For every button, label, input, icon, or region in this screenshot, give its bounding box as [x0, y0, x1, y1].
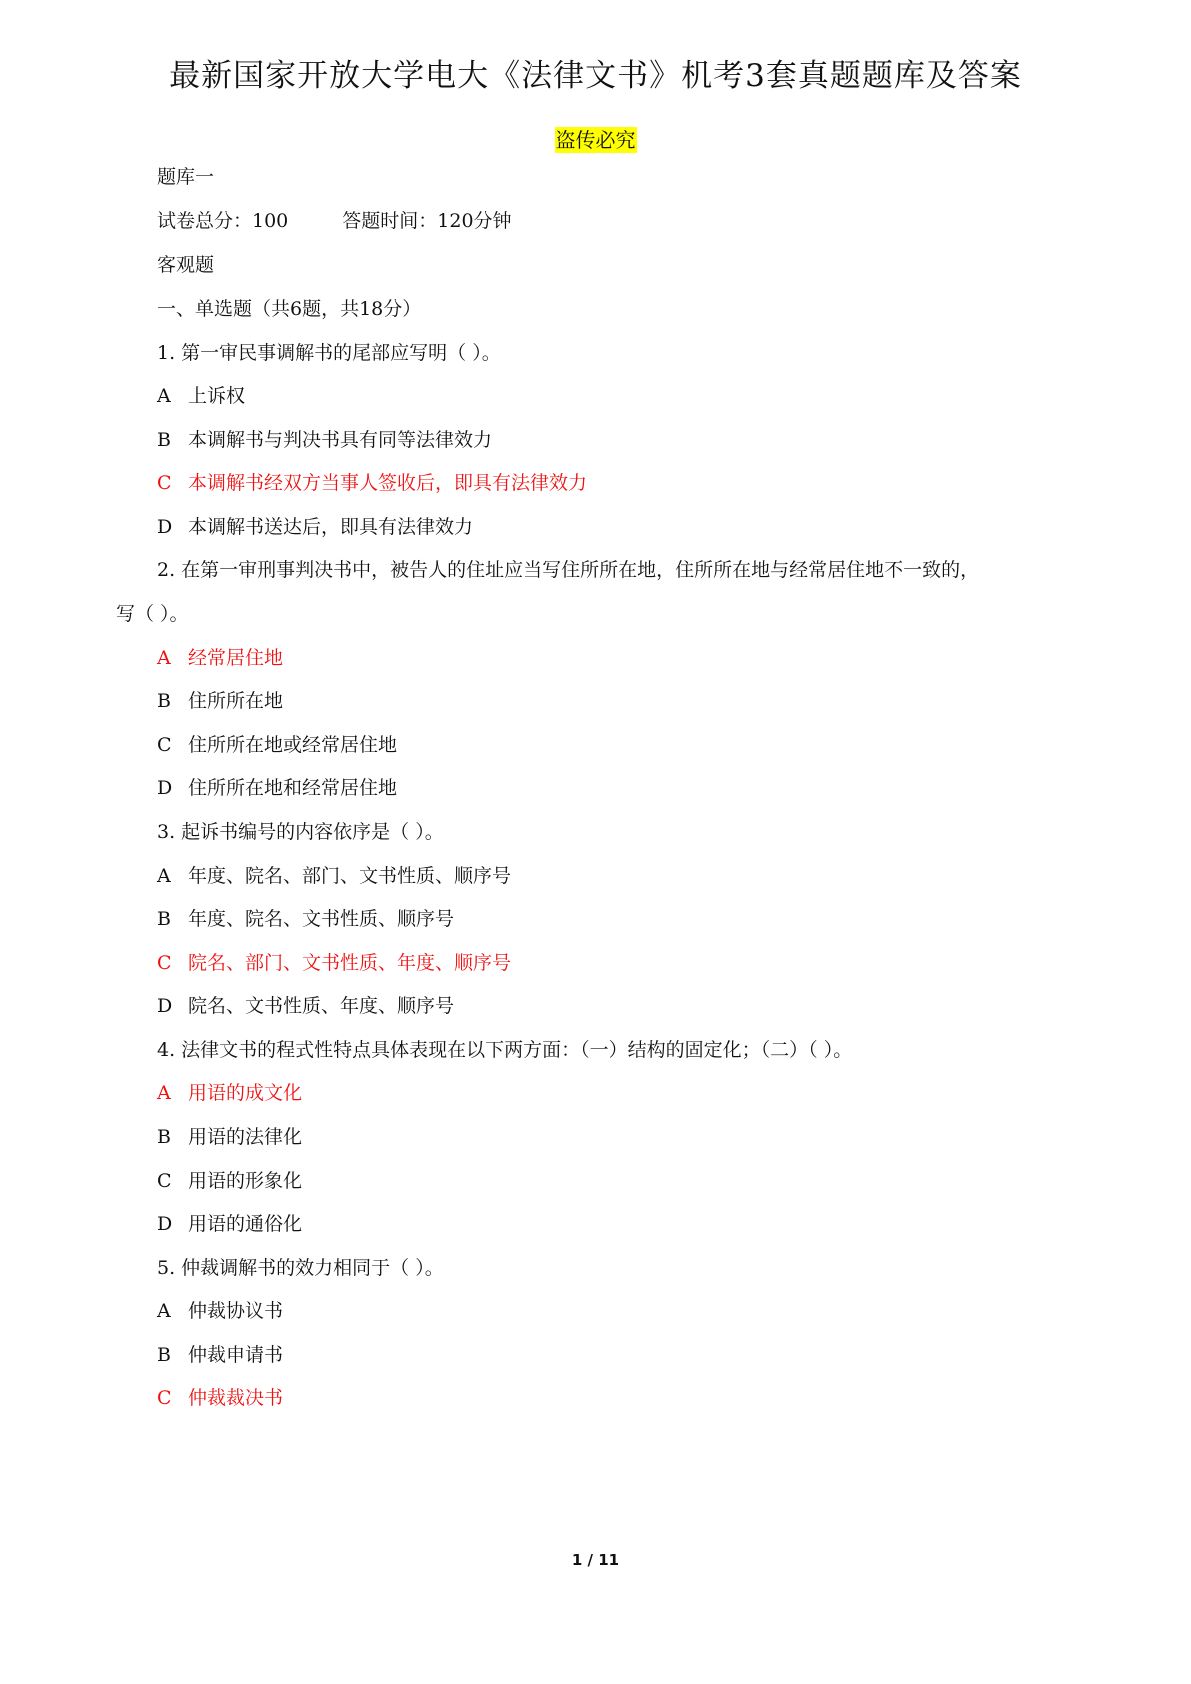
option-letter: B — [157, 429, 171, 451]
document-title: 最新国家开放大学电大《法律文书》机考3套真题题库及答案 — [169, 58, 1022, 94]
option — [157, 687, 283, 715]
option — [157, 382, 245, 410]
option-letter: D — [157, 516, 173, 538]
option-correct — [157, 1384, 283, 1412]
option-letter: A — [157, 647, 171, 669]
option-letter: B — [157, 1344, 171, 1366]
page-indicator: 1 / 11 — [571, 1551, 620, 1569]
option-letter: A — [157, 865, 171, 887]
option-letter: D — [157, 777, 173, 799]
option-letter: A — [157, 1300, 171, 1322]
question-stem: 2. 在第一审刑事判决书中，被告人的住址应当写住所所在地，住所所在地与经常居住地不一致的， — [157, 559, 980, 581]
option-text: 用语的形象化 — [188, 1170, 303, 1192]
option-text: 用语的通俗化 — [188, 1213, 303, 1235]
option-correct — [157, 1079, 302, 1107]
option-text: 用语的成文化 — [188, 1082, 303, 1104]
section-objective: 客观题 — [157, 254, 215, 276]
question-stem: 5. 仲裁调解书的效力相同于（ ）。 — [157, 1257, 444, 1279]
option — [157, 774, 397, 802]
option — [157, 862, 511, 890]
option — [157, 1123, 302, 1151]
option-letter: D — [157, 995, 173, 1017]
option — [157, 992, 454, 1020]
watermark-note: 盗传必究 — [555, 128, 636, 152]
option — [157, 1167, 302, 1195]
question-stem-continuation: 写（ ）。 — [116, 603, 189, 625]
option — [157, 426, 492, 454]
option-letter: C — [157, 1387, 172, 1409]
option-text: 经常居住地 — [188, 647, 284, 669]
option — [157, 1297, 283, 1325]
option-text: 用语的法律化 — [188, 1126, 303, 1148]
option-letter: B — [157, 908, 171, 930]
option — [157, 905, 454, 933]
total-score: 试卷总分：100 — [157, 210, 289, 232]
question-stem: 4. 法律文书的程式性特点具体表现在以下两方面：（一）结构的固定化；（二）（ ）。 — [157, 1039, 853, 1061]
option-text: 本调解书经双方当事人签收后，即具有法律效力 — [188, 472, 588, 494]
option-letter: C — [157, 472, 172, 494]
option-text: 院名、文书性质、年度、顺序号 — [188, 995, 455, 1017]
option-text: 年度、院名、部门、文书性质、顺序号 — [188, 865, 512, 887]
option — [157, 513, 473, 541]
option-text: 住所所在地 — [188, 690, 284, 712]
section-single-choice: 一、单选题（共6题，共18分） — [157, 298, 422, 320]
option-text: 上诉权 — [188, 385, 246, 407]
option-letter: C — [157, 1170, 172, 1192]
option-text: 本调解书送达后，即具有法律效力 — [188, 516, 474, 538]
option — [157, 1341, 283, 1369]
time-limit: 答题时间：120分钟 — [342, 210, 512, 232]
option-correct — [157, 469, 587, 497]
exam-info — [157, 207, 512, 235]
option-text: 本调解书与判决书具有同等法律效力 — [188, 429, 493, 451]
option-text: 院名、部门、文书性质、年度、顺序号 — [188, 952, 512, 974]
option-letter: D — [157, 1213, 173, 1235]
option-letter: A — [157, 1082, 171, 1104]
option-text: 住所所在地或经常居住地 — [188, 734, 398, 756]
option-text: 仲裁协议书 — [188, 1300, 284, 1322]
option-text: 住所所在地和经常居住地 — [188, 777, 398, 799]
option-letter: B — [157, 690, 171, 712]
option-text: 仲裁申请书 — [188, 1344, 284, 1366]
option-correct — [157, 949, 511, 977]
option — [157, 1210, 302, 1238]
option — [157, 731, 397, 759]
watermark-note-wrap — [0, 127, 1191, 153]
option-text: 仲裁裁决书 — [188, 1387, 284, 1409]
option-letter: C — [157, 952, 172, 974]
option-letter: C — [157, 734, 172, 756]
question-stem: 1. 第一审民事调解书的尾部应写明（ ）。 — [157, 342, 501, 364]
option-letter: A — [157, 385, 171, 407]
bank-label: 题库一 — [157, 166, 215, 188]
option-letter: B — [157, 1126, 171, 1148]
option-text: 年度、院名、文书性质、顺序号 — [188, 908, 455, 930]
option-correct — [157, 644, 283, 672]
question-stem: 3. 起诉书编号的内容依序是（ ）。 — [157, 821, 444, 843]
